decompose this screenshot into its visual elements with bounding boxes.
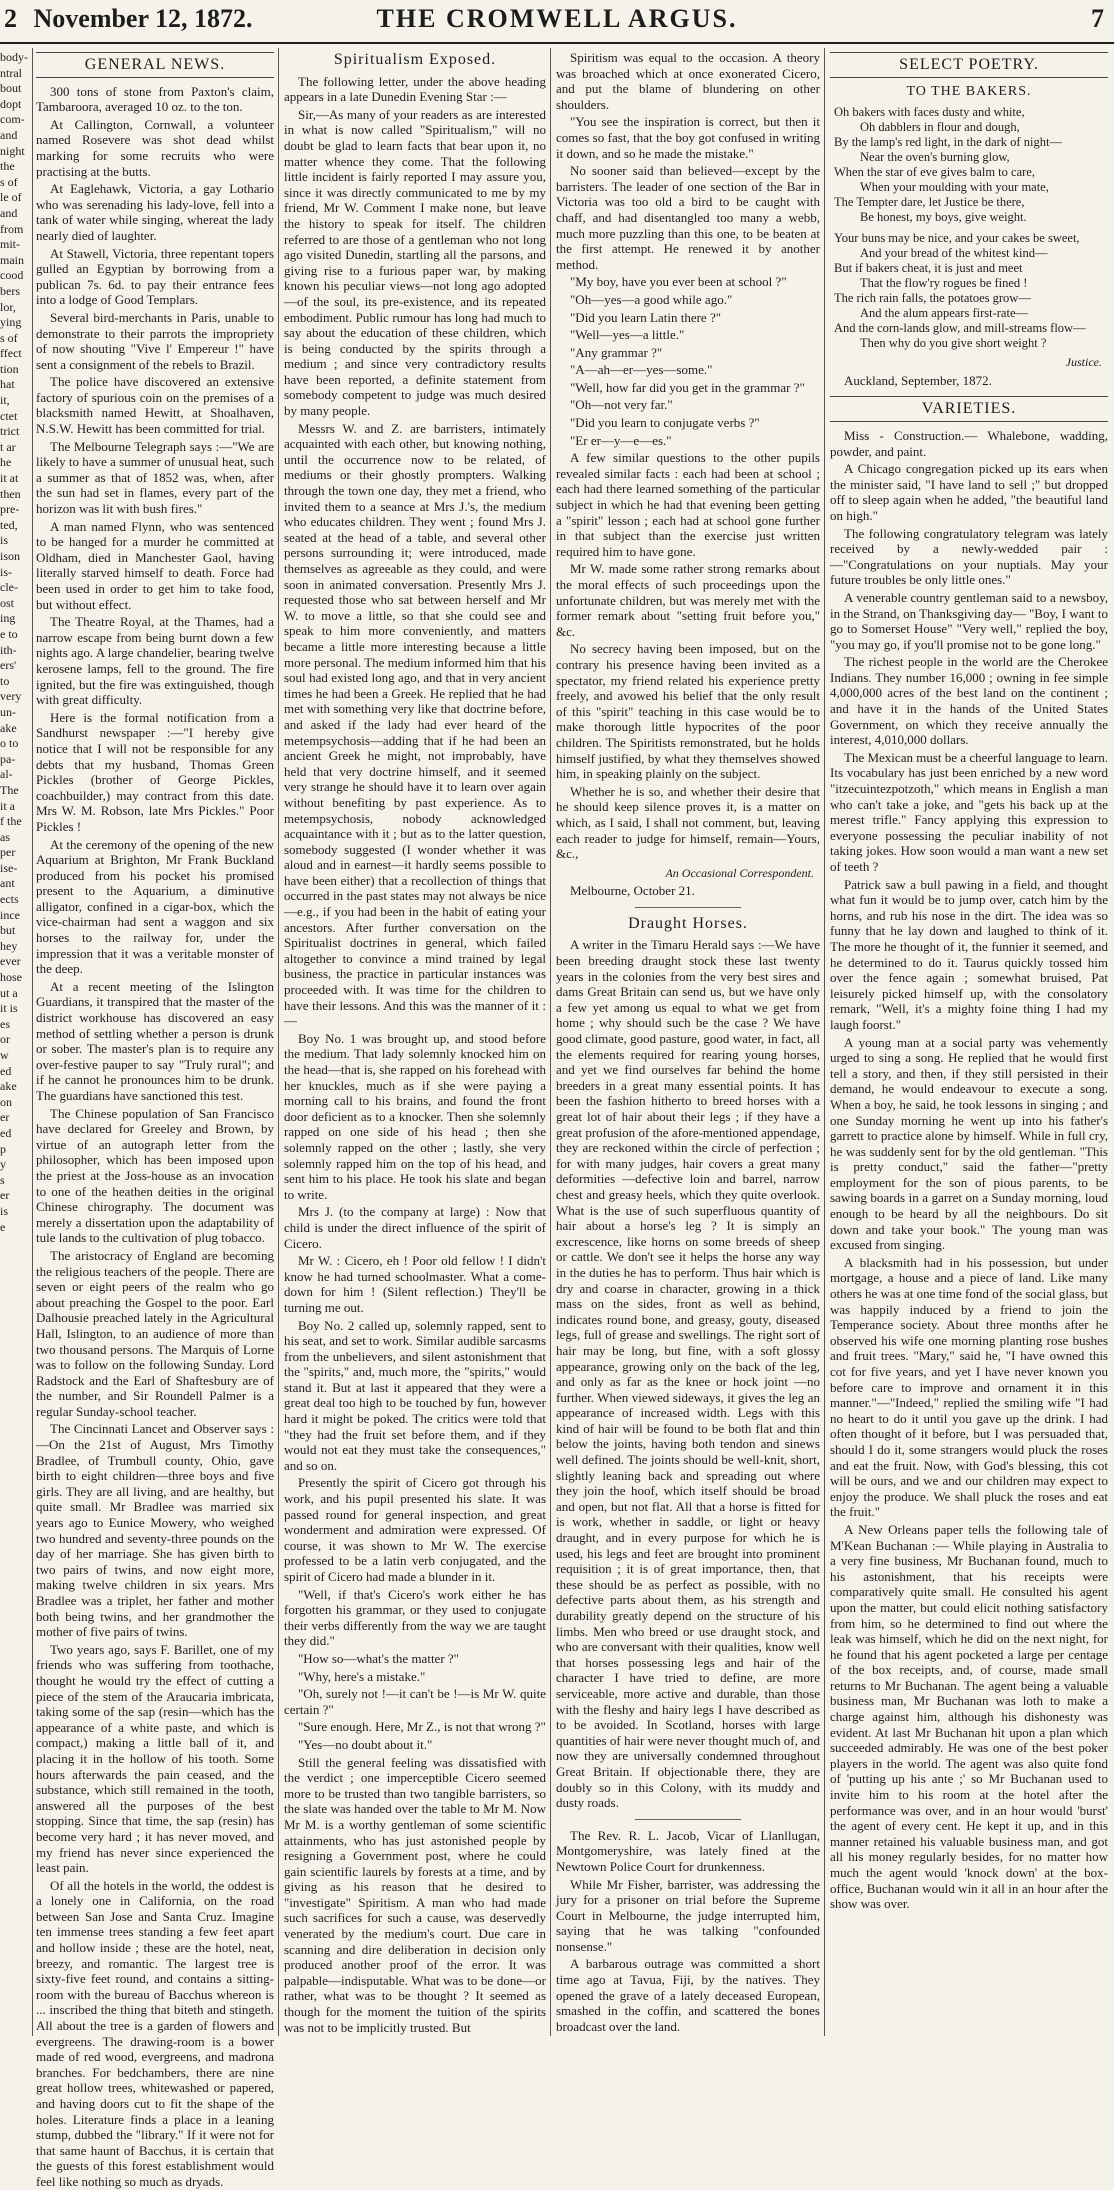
edge-fragment: night	[0, 143, 25, 158]
general-news-heading: GENERAL NEWS.	[36, 52, 274, 78]
column-rule	[550, 48, 551, 2036]
edge-fragment: ince	[0, 907, 20, 922]
edge-fragment: from	[0, 221, 24, 236]
poem-place: Auckland, September, 1872.	[844, 372, 992, 388]
article-paragraph: Sir,—As many of your readers as are interested in what is now called "Spiritualism," will no doubt be glad to learn facts that bear upon it, no matter whence they come. That the following little incident is fairly reported I may assure you, since it was directly communicated to me by my friend, Mr W. Comment I make none, but leave the history to speak for itself. The children referred to are those of a gentleman who not long ago visited Dunedin, startling all the parsons, and giving rise to a furious paper war, by making known his peculiar views—not long ago adopted—of the soul, its pre-existence, and its repeated embodiment. Public rumour has long had much to say about the education of these children, which is being conducted by the spirits through a medium ; and since very contradictory results have been reported, a definite statement from somebody competent to judge was much desired by many people.	[284, 106, 546, 419]
edge-fragment: s of	[0, 330, 18, 345]
variety-paragraph: Miss - Construction.— Whalebone, wadding, powder, and paint.	[830, 427, 1108, 459]
poem-line: When the star of eve gives balm to care,	[834, 165, 1035, 180]
edge-fragment: ntral	[0, 65, 22, 80]
varieties-heading: VARIETIES.	[830, 396, 1108, 422]
edge-fragment: ake	[0, 1079, 17, 1094]
edge-fragment: o to	[0, 736, 19, 751]
edge-fragment: t ar	[0, 439, 16, 454]
article-paragraph: Still the general feeling was dissatisfied with the verdict ; one imperceptible Cicero seemed more to be trusted than two tangible barristers, so the slate was handed over the table to Mr M. Now Mr M. is a worthy gentleman of some scientific attainments, who has just astonished people by resigning a Government post, where he could gain scientific laurels by forests at a time, and by giving as his reason that he desired to "investigate" Spiritism. A man who had made such sacrifices for such a cause, was deservedly venerated by the medium's court. Due care in scanning and dire deliberation in decision only produced another proof of the error. It was palpable—indisputable. What was to be done—or rather, what was to be thought ? It seemed as though for the moment the tuition of the spirits was not to be implicitly trusted. But	[284, 1754, 546, 2035]
poem-line: Be honest, my boys, give weight.	[860, 210, 1027, 225]
page-number-right: 7	[1091, 4, 1104, 33]
article-paragraph: "Oh, surely not !—it can't be !—is Mr W. quite certain ?"	[284, 1686, 546, 1717]
news-paragraph: Here is the formal notification from a Sandhurst newspaper :—"I hereby give notice that I will not be responsible for any debts that my husband, Thomas Green Pickles (brother of George Pickles, coachbuilder,) may contract from this date. Mrs W. M. Robson, late Mrs Pickles." Poor Pickles !	[36, 709, 274, 834]
poem-title: TO THE BAKERS.	[906, 83, 1032, 99]
edge-fragment: then	[0, 486, 21, 501]
column-draught-horses	[556, 50, 820, 2035]
poem-line: Near the oven's burning glow,	[860, 150, 1010, 165]
news-paragraph: A man named Flynn, who was sentenced to be hanged for a murder he committed at Oldham, died in Manchester Gaol, having literally starved himself to death. Force had been used in order to get him to take food, but without effect.	[36, 518, 274, 612]
edge-fragment: ever	[0, 954, 21, 969]
edge-fragment: is	[0, 1203, 9, 1218]
article-paragraph: "Well—yes—a little."	[570, 327, 685, 343]
poem-line: By the lamp's red light, in the dark of night—	[834, 135, 1062, 150]
article-paragraph: "Any grammar ?"	[570, 344, 663, 360]
article-paragraph: A few similar questions to the other pupils revealed similar facts : each had been at school ; each had there learned something of the particular subject in which he had that evening been getting a "spirit" lesson ; each had at school gone further in that subject than the exercise just written required him to have gone.	[556, 450, 820, 559]
edge-fragment: le of	[0, 190, 22, 205]
section-divider	[635, 1819, 741, 1820]
select-poetry-heading: SELECT POETRY.	[830, 52, 1108, 78]
edge-fragment: ake	[0, 720, 17, 735]
article-paragraph: "A—ah—er—yes—some."	[570, 362, 713, 378]
poem-line: The rich rain falls, the potatoes grow—	[834, 291, 1031, 306]
edge-fragment: pa-	[0, 751, 16, 766]
correspondent-signature: An Occasional Correspondent.	[665, 865, 814, 880]
edge-fragment: the	[0, 159, 15, 174]
column-general-news	[36, 50, 274, 2189]
newspaper-title: THE CROMWELL ARGUS.	[376, 4, 738, 33]
edge-fragment: is-	[0, 564, 12, 579]
edge-fragment: pre-	[0, 502, 20, 517]
article-paragraph: The following letter, under the above heading appears in a late Dunedin Evening Star :—	[284, 73, 546, 105]
poem-line: Oh dabblers in flour and dough,	[860, 120, 1020, 135]
edge-fragment: ost	[0, 595, 15, 610]
edge-fragment: ith-	[0, 642, 17, 657]
edge-fragment: ed	[0, 1125, 12, 1140]
article-paragraph: "You see the inspiration is correct, but then it comes so fast, that the boy got confused in writing it down, and so he made the mistake."	[556, 114, 820, 161]
edge-fragment: com-	[0, 112, 25, 127]
article-paragraph: "Did you learn to conjugate verbs ?"	[570, 415, 760, 431]
edge-fragment: it at	[0, 471, 19, 486]
edge-fragment: and	[0, 127, 18, 142]
edge-fragment: er	[0, 1110, 10, 1125]
edge-fragment: e	[0, 1219, 6, 1234]
edge-fragment: ut a	[0, 985, 18, 1000]
article-paragraph: "Sure enough. Here, Mr Z., is not that wrong ?"	[298, 1719, 546, 1735]
edge-fragment: hey	[0, 938, 18, 953]
poem-line: And the alum appears first-rate—	[860, 306, 1028, 321]
edge-fragment: ant	[0, 876, 15, 891]
poem-line: But if bakers cheat, it is just and meet	[834, 261, 1023, 276]
article-paragraph: Presently the spirit of Cicero got through his work, and his pupil presented his slate. It was passed round for general inspection, and great wonderment and admiration were expressed. Of course, it was shown to Mr W. The exercise professed to be a latin verb conjugated, and the spirit of Cicero had made a blunder in it.	[284, 1475, 546, 1584]
news-paragraph: The Theatre Royal, at the Thames, had a narrow escape from being burnt down a few nights ago. A large chandelier, bearing twelve kerosene lamps, fell to the ground. The fire ignited, but the fire was extinguished, though with great difficulty.	[36, 614, 274, 708]
article-paragraph: Mr W. made some rather strong remarks about the moral effects of such proceedings upon the unfortunate children, but was merely met with the former remark about "setting fruit before you," &c.	[556, 561, 820, 639]
edge-fragment: it is	[0, 1001, 18, 1016]
article-paragraph: "My boy, have you ever been at school ?"	[570, 274, 787, 290]
edge-fragment: ing	[0, 611, 16, 626]
section-divider	[635, 907, 741, 908]
edge-fragment: al-	[0, 767, 13, 782]
short-news-body	[556, 1828, 820, 2035]
spiritualism-heading: Spiritualism Exposed.	[333, 51, 497, 68]
edge-fragment: per	[0, 845, 16, 860]
variety-paragraph: The richest people in the world are the Cherokee Indians. They number 16,000 ; owning in fee simple 4,000,000 acres of the best land on the continent ; and have it in the hands of the United States Government, on which they receive annually the interest, 4,010,000 dollars.	[830, 654, 1108, 748]
news-paragraph: At Eaglehawk, Victoria, a gay Lothario who was serenading his lady-love, fell into a tank of water while singing, whereat the lady nearly died of laughter.	[36, 181, 274, 243]
article-paragraph: "Yes—no doubt about it."	[298, 1736, 433, 1752]
edge-fragment: main	[0, 252, 24, 267]
spiritualism-continued	[556, 50, 820, 862]
edge-fragment: ted,	[0, 517, 18, 532]
article-paragraph: Boy No. 2 called up, solemnly rapped, sent to his seat, and set to work. Similar audible sarcasms from the unbelievers, and silent astonishment that the "spirits," and, much more, the "spirits," would stand it. But at last it appeared that they were a great deal too high to be touched by fun, however hard it might be poked. The critics were told that "they had the fruit set before them, and if they would not eat they must take the consequences," and so on.	[284, 1317, 546, 1473]
article-paragraph: Whether he is so, and whether their desire that he should keep silence proves it, is a matter on which, as I said, I shall not comment, but, leaving each reader to judge for himself, remain—Yours, &c.,	[556, 783, 820, 862]
edge-fragment: ects	[0, 892, 19, 907]
draught-horses-body	[556, 937, 820, 1810]
edge-fragment: is	[0, 533, 9, 548]
news-paragraph: At Callington, Cornwall, a volunteer named Rosevere was shot dead whilst marking for some recruits who were practising at the butts.	[36, 116, 274, 179]
variety-paragraph: A young man at a social party was vehemently urged to sing a song. He replied that he would first tell a story, and then, if they still persisted in their demand, he would endeavour to execute a song. When a boy, he said, he took lessons in singing ; and one Sunday morning he went up into his father's garrett to practice alone by himself. While in full cry, he was suddenly sent for by the old gentleman. "This is pretty conduct," said the father—"pretty employment for the son of pious parents, to be sawing boards in a garret on a Sunday morning, loud enough to be heard by all the neighbours. Do sit down and take your book." The young man was excused from singing.	[830, 1034, 1108, 1253]
edge-fragment: mit-	[0, 237, 20, 252]
edge-fragment: w	[0, 1048, 9, 1062]
edge-fragment: hose	[0, 970, 22, 985]
variety-paragraph: A blacksmith had in his possession, but under mortgage, a house and a piece of land. Like many others he was at one time fond of the social glass, but was happily induced by a friend to join the Temperance society. About three months after he observed his wife one morning planting rose bushes and fruit trees. "Mary," said he, "I have owned this cot for five years, and yet I have never known you before care to improve and ornament it in this manner."—"Indeed," replied the smiling wife "I had no heart to do it until you gave up the drink. I had often thought of it before, but I was persuaded that, should I do it, some strangers would pluck the roses and eat the fruit. Now, with God's blessing, this cot will be ours, and we and our children may expect to enjoy the produce. We shall pluck the roses and eat the fruit."	[830, 1254, 1108, 1520]
column-poetry-varieties	[830, 50, 1108, 2035]
news-paragraph: The Melbourne Telegraph says :—"We are likely to have a summer of unusual heat, such a summer as that of 1852 was, when, after the sun had set in flames, every part of the horizon was lit with bush fires."	[36, 438, 274, 517]
edge-fragment: hat	[0, 377, 15, 392]
edge-fragment: ise-	[0, 860, 18, 875]
poem-line: That the flow'ry rogues be fined !	[860, 276, 1028, 291]
spiritualism-body	[284, 74, 546, 2036]
news-paragraph: The Rev. R. L. Jacob, Vicar of Llanllugan, Montgomeryshire, was lately fined at the Newtown Police Court for drunkenness.	[556, 1827, 820, 1874]
news-paragraph: The Cincinnati Lancet and Observer says :—On the 21st of August, Mrs Timothy Bradlee, of Trumbull county, Ohio, gave birth to eight children—three boys and five girls. They are all living, and are healthy, but quite small. Mr Bradlee was married six years ago to Eunice Mowery, who weighed two hundred and seventy-three pounds on the day of her marriage. She has given birth to two pairs of twins, and now eight more, making twelve children in six years. Mrs Bradlee was a triplet, her father and mother both being twins, and her grandmother the mother of five pairs of twins.	[36, 1421, 274, 1640]
variety-paragraph: Patrick saw a bull pawing in a field, and thought what fun it would be to jump over, catch him by the horns, and rub his nose in the dirt. The idea was so funny that he lay down and laughed to think of it. The more he thought of it, the funnier it seemed, and he determined to do it. Taurus quickly tossed him over the fence again ; somewhat bruised, Pat leisurely picked himself up, with the consolatory remark, "Well, it's a mighty foine thing I had my laugh foorst."	[830, 876, 1108, 1032]
article-paragraph: "Oh—not very far."	[570, 397, 673, 413]
poem-line: And your bread of the whitest kind—	[860, 246, 1048, 261]
news-paragraph: Several bird-merchants in Paris, unable to demonstrate to their parrots the impropriety of now shouting "Vive l' Empereur !" have sent a consignment of the rebels to Brazil.	[36, 309, 274, 372]
adjacent-page-edge	[0, 50, 28, 2035]
poem-line: Then why do you give short weight ?	[860, 336, 1047, 351]
edge-fragment: ed	[0, 1063, 12, 1078]
edge-fragment: trict	[0, 424, 20, 439]
edge-fragment: on	[0, 1094, 12, 1109]
poem-line: Oh bakers with faces dusty and white,	[834, 105, 1025, 120]
edge-fragment: but	[0, 923, 16, 938]
poem-line: And the corn-lands glow, and mill-streams flow—	[834, 321, 1086, 336]
edge-fragment: bers	[0, 283, 20, 298]
variety-paragraph: A Chicago congregation picked up its ears when the minister said, "I have land to sell ;" but dropped off to sleep again when he added, "the beautiful land on high."	[830, 461, 1108, 523]
poem-line: The Tempter dare, let Justice be there,	[834, 195, 1025, 210]
edge-fragment: body-	[0, 50, 28, 64]
edge-fragment: tion	[0, 361, 19, 376]
column-rule	[278, 48, 279, 2036]
article-paragraph: "Did you learn Latin there ?"	[570, 309, 722, 325]
edge-fragment: f the	[0, 814, 22, 829]
edge-fragment: ers'	[0, 658, 17, 673]
variety-paragraph: The following congratulatory telegram was lately received by a newly-wedded pair :—"Congratulations on your nuptials. May your future troubles be only little ones."	[830, 525, 1108, 588]
article-paragraph: "Why, here's a mistake."	[298, 1668, 426, 1684]
edge-fragment: and	[0, 205, 18, 220]
edge-fragment: p	[0, 1141, 6, 1156]
edge-fragment: un-	[0, 704, 16, 719]
news-paragraph: The aristocracy of England are becoming the religious teachers of the people. There are seven or eight peers of the realm who go about preaching the Gospel to the poor. Earl Dalhousie preached lately in the Agricultural Hall, Islington, to an audience of more than two thousand persons. The Marquis of Lorne was to follow on the following Sunday. Lord Radstock and the Earl of Shaftesbury are of the number, and Sir Roundell Palmer is a regular Sunday-school teacher.	[36, 1247, 274, 1419]
variety-paragraph: A venerable country gentleman said to a newsboy, in the Strand, on Thanksgiving day— "Boy, I want to go to Somerset House" "Very well," replied the boy, "you may go, if you'll promise not to be gone long."	[830, 589, 1108, 652]
edge-fragment: bout	[0, 81, 22, 96]
variety-paragraph: A New Orleans paper tells the following tale of M'Kean Buchanan :— While playing in Australia to a very fine business, Mr Buchanan found, much to his astonishment, that his receipts were comparatively quite small. He consulted his agent upon the matter, but could elicit nothing satisfactory from him, so he determined to find out where the leak was himself, which he did on the next night, for he found that his agent pocketed a large per centage of the box receipts, and, of course, made small returns to Mr Buchanan. The agent being a valuable business man, Mr Buchanan was loth to make a charge against him, although his dishonesty was evident. At last Mr Buchanan hit upon a plan which succeeded admirably. He was one of the best poker players in the world. The agent was also quite fond of 'putting up his ante ;' so Mr Buchanan used to invite him to his room at the hotel after the performance was over, and in an hour would 'burst' the agent of every cent. He kept it up, and in this manner retained his valuable business man, and got all his money regularly besides, for no matter how much the agent would 'knock down' at the box-office, Buchanan would win it all in an hour after the show was over.	[830, 1521, 1108, 1912]
column-rule	[32, 48, 33, 2036]
edge-fragment: it,	[0, 393, 10, 408]
news-paragraph: The police have discovered an extensive factory of spurious coin on the premises of a blacksmith named Hewitt, at Shoalhaven, N.S.W. Hewitt has been committed for trial.	[36, 374, 274, 437]
column-spiritualism	[284, 50, 546, 2035]
general-news-body	[36, 84, 274, 2190]
article-paragraph: A writer in the Timaru Herald says :—We have been breeding draught stock these last twenty years in the colonies from the very best sires and dams Great Britain can send us, but we have only a few yet among us equal to what we get from home ; why should such be the case ? We have good climate, good pasture, good water, in fact, all the elements required for rearing young horses, and yet we find ourselves far behind the home breeders in a great many essential points. It has been the fashion hitherto to breed horses with a great lot of hair about their legs ; if they have a great profusion of the afore-mentioned appendage, they are reckoned within the circle of perfection ; for with many judges, hair covers a great many deformities —defective loin and barrel, narrow chest and greasy heels, which they quite overlook. What is the use of such superfluous quantity of hair about a horse's leg ? It is simply an excrescence, like horns on some breeds of sheep or cattle. We don't see it helps the horse any way in the duties he has to perform. Thus hair which is dry and coarse in character, growing in a thick mass on the sides, front as well as behind, indicates round bone, and greasy, gouty, diseased legs, full of grease and swellings. The right sort of hair may be long, but fine, with a soft glossy appearance, growing only on the back of the leg, and only as far as the knee or hock joint —no further. When viewed sideways, it gives the leg an appearance of increased width. Legs with this kind of hair will be found to be both flat and thin below the joints, having both tendon and sinews well defined. The joints should be well-knit, short, slightly leaning back and spreading out where they join the hoof, which itself should be broad and open, but not flat. All that a horse is fitted for is work, whether in saddle, or light or heavy draught, and in every purpose for which he is used, his legs and feet are brought into prominent requisition ; it is of great importance, then, that these should be as perfect as possible, with no defective parts about them, as his strength and durability greatly depend on the structure of his limbs. Men who breed or use draught stock, and who are conversant with their qualities, know well that horses possessing legs and hair of the character I have tried to define, are more serviceable, more active and durable, than those with the fleshy and hairy legs I have described as to be avoided. In Scotland, horses with large quantities of hair were never thought much of, and now they are universally condemned throughout Great Britain. If objectionable there, they are doubly so in this Colony, with its muddy and dusty roads.	[556, 937, 820, 1811]
news-paragraph: At a recent meeting of the Islington Guardians, it transpired that the master of the district workhouse has discovered an easy method of settling whether a person is drunk or sober. The master's plan is to require any over-festive pauper to say "Truly rural"; and if he cannot he pronounces him to be drunk. The guardians have sanctioned this test.	[36, 978, 274, 1103]
issue-date: November 12, 1872.	[33, 4, 253, 33]
edge-fragment: to	[0, 673, 10, 688]
varieties-body	[830, 428, 1108, 1912]
news-paragraph: Of all the hotels in the world, the oddest is a lonely one in California, on the road between San Jose and Santa Cruz. Imagine ten immense trees standing a few feet apart and hollow inside ; these are the hotel, neat, breezy, and romantic. The largest tree is sixty-five feet round, and contains a sitting-room with the bureau of Bacchus whereon is ... inscribed the thing that biteth and stingeth. All about the tree is a garden of flowers and evergreens. The drawing-room is a bower made of red wood, evergreens, and madrona branches. For bedchambers, there are nine great hollow trees, whitewashed or papered, and having doors cut to fit the shape of the holes. Literature finds a place in a leaning stump, dubbed the "library." If it were not for that same haunt of Bacchus, it is certain that the guests of this forest establishment would feel like nothing so much as dryads.	[36, 1877, 274, 2189]
edge-fragment: ison	[0, 549, 21, 563]
edge-fragment: e to	[0, 626, 18, 641]
edge-fragment: er	[0, 1188, 10, 1203]
article-paragraph: "How so—what's the matter ?"	[298, 1650, 459, 1666]
edge-fragment: lor,	[0, 299, 16, 314]
news-paragraph: At Stawell, Victoria, three repentant topers gulled an Egyptian by borrowing from a publican 7s. 6d. to pay their entrance fees into a lodge of Good Templars.	[36, 245, 274, 308]
news-paragraph: A barbarous outrage was committed a short time ago at Tavua, Fiji, by the natives. They opened the grave of a lately deceased European, smashed in the coffin, and scattered the bones broadcast over the land.	[556, 1956, 820, 2034]
poem	[830, 105, 1108, 351]
edge-fragment: cle-	[0, 580, 18, 595]
article-paragraph: Mrs J. (to the company at large) : Now that child is under the direct influence of the spirit of Cicero.	[284, 1204, 546, 1251]
article-paragraph: "Well, how far did you get in the grammar ?"	[570, 379, 805, 395]
news-paragraph: 300 tons of stone from Paxton's claim, Tambaroora, averaged 10 oz. to the ton.	[36, 83, 274, 115]
article-paragraph: Boy No. 1 was brought up, and stood before the medium. That lady solemnly knocked him on the head—that is, she rapped on his forehead with her knuckles, much as if she were paying a morning call to his brains, and found the front door deficient as to a knocker. Then she solemnly rapped on one side of his head ; then she solemnly rapped on the other ; lastly, she very solemnly rapped him on the top of his head, and sent him to his place. He took his slate and began to write.	[284, 1030, 546, 1202]
edge-fragment: s of	[0, 174, 18, 189]
variety-paragraph: The Mexican must be a cheerful language to learn. Its vocabulary has just been enriched by a new word "itzecuintezpotzoth," which means in English a man who can't take a joke, and "gets his back up at the merest trifle." Fancy applying this expression to everyone possessing the peculiar inability of not taking jokes. How soon would a man want a new set of teeth ?	[830, 749, 1108, 874]
article-paragraph: "Oh—yes—a good while ago."	[570, 291, 733, 307]
article-paragraph: Messrs W. and Z. are barristers, intimately acquainted with each other, but knowing nothing, until the occurrence now to be related, of mediums or their ghostly prompters. Walking through the town one day, they met a friend, who invited them to a seance at Mrs J.'s, the medium who educates children. They went ; found Mrs J. seated at the head of a table, and several other persons surrounding it; were introduced, made themselves as agreeable as they could, and were soon in animated conversation. Presently Mrs J. requested those who sat between herself and Mr W. to move a little, so that she could see and speak to him more conveniently, and matters became a little more interesting because a little more personal. The medium informed him that his soul had existed long ago, and that in very ancient times he had been a Greek. He replied that he had met with something very like that doctrine before, and asked if the lady had ever heard of the metempsychosis—adding that if he had been an ancient Greek he might, not improbably, have held that very doctrine himself, and it seemed very strange he should have it to learn over again without benefiting by past experience. As to metempsychosis, nobody acknowledged acquaintance with it ; but as to the latter question, somebody suggested (I wonder whether it was aloud and in earnest—it hardly seems possible to have been either) that a recollection of things that occurred in the past states may not always be nice—e.g., if you had been in the habit of eating your ancestors. After further conversation on the Spiritualist doctrines in general, which failed altogether to convince a mind trained by legal business, the practice in particular instances was proceeded with. It was time for the children to have their lessons. And this was the manner of it :—	[284, 420, 546, 1029]
news-paragraph: The Chinese population of San Francisco have declared for Greeley and Brown, by virtue of an autograph letter from the philosopher, which has been imposed upon the priest at the Joss-house as an invocation to one of the heathen deities in the original Chinese chirography. The document was merely a dissertation upon the adaptability of tule lands to the cultivation of plug tobacco.	[36, 1105, 274, 1246]
draught-horses-heading: Draught Horses.	[628, 914, 748, 932]
page-number-left: 2	[4, 4, 17, 33]
poem-signature: Justice.	[1065, 355, 1102, 370]
edge-fragment: y	[0, 1157, 6, 1172]
news-paragraph: Two years ago, says F. Barillet, one of my friends who was suffering from toothache, thought he would try the effect of cutting a piece of the stem of the Araucaria imbricata, taking some of the sap (resin—which has the appearance of a white paste, and which is compact,) making a little ball of it, and placing it in the hollow of his tooth. Some hours afterwards the pain ceased, and the substance, which still remained in the tooth, answered all the purposes of the best stopping. Since that time, the sap (resin) has become very hard ; it has never moved, and my friend has never since experienced the least pain.	[36, 1641, 274, 1876]
edge-fragment: he	[0, 455, 12, 470]
masthead	[0, 0, 1114, 44]
article-paragraph: No sooner said than believed—except by the barristers. The leader of one section of the Bar in Victoria was too old a bird to be caught with chaff, and had disentangled too many a webb, much more puzzling than this one, to be beaten at the first attempt. He renewed it by another method.	[556, 163, 820, 272]
edge-fragment: The	[0, 782, 19, 797]
edge-fragment: it a	[0, 798, 15, 813]
news-paragraph: At the ceremony of the opening of the new Aquarium at Brighton, Mr Frank Buckland produced from his pocket his promised present to the Aquarium, a diminutive alligator, confined in a cigar-box, which the vice-chairman had sent a waggon and six horses to the railway for, under the impression that it was a veritable monster of the deep.	[36, 836, 274, 977]
edge-fragment: or	[0, 1032, 10, 1047]
article-paragraph: "Er er—y—e—es."	[570, 432, 672, 448]
edge-fragment: ying	[0, 315, 22, 330]
correspondent-place: Melbourne, October 21.	[570, 883, 695, 899]
column-rule	[824, 48, 825, 2036]
article-paragraph: Spiritism was equal to the occasion. A theory was broached which at once exonerated Cicero, and put the blame of blundering on other shoulders.	[556, 50, 820, 112]
edge-fragment: s	[0, 1172, 5, 1187]
article-paragraph: "Well, if that's Cicero's work either he has forgotten his grammar, or they used to conjugate their verbs differently from the way we are taught they did."	[284, 1586, 546, 1649]
edge-fragment: ffect	[0, 346, 22, 361]
poem-line: Your buns may be nice, and your cakes be sweet,	[834, 231, 1080, 246]
edge-fragment: dopt	[0, 96, 22, 111]
edge-fragment: very	[0, 689, 22, 704]
edge-fragment: cood	[0, 268, 24, 283]
edge-fragment: as	[0, 829, 10, 844]
poem-line: When your moulding with your mate,	[860, 180, 1049, 195]
news-paragraph: While Mr Fisher, barrister, was addressing the jury for a prisoner on trial before the Supreme Court in Melbourne, the judge interrupted him, saying that he was talking "confounded nonsense."	[556, 1876, 820, 1954]
edge-fragment: ctet	[0, 408, 18, 423]
article-paragraph: No secrecy having been imposed, but on the contrary his presence having been invited as a spectator, my friend related his experience pretty freely, and avowed his belief that the only result of this "spirit" teaching in this case would be to make thorough little hypocrites of the poor children. The Spiritists remonstrated, but he holds himself justified, by what they themselves showed him, in speaking plainly on the subject.	[556, 641, 820, 782]
article-paragraph: Mr W. : Cicero, eh ! Poor old fellow ! I didn't know he had turned schoolmaster. What a come-down for him ! (Silent reflection.) They'll be turning me out.	[284, 1253, 546, 1315]
edge-fragment: es	[0, 1016, 10, 1031]
